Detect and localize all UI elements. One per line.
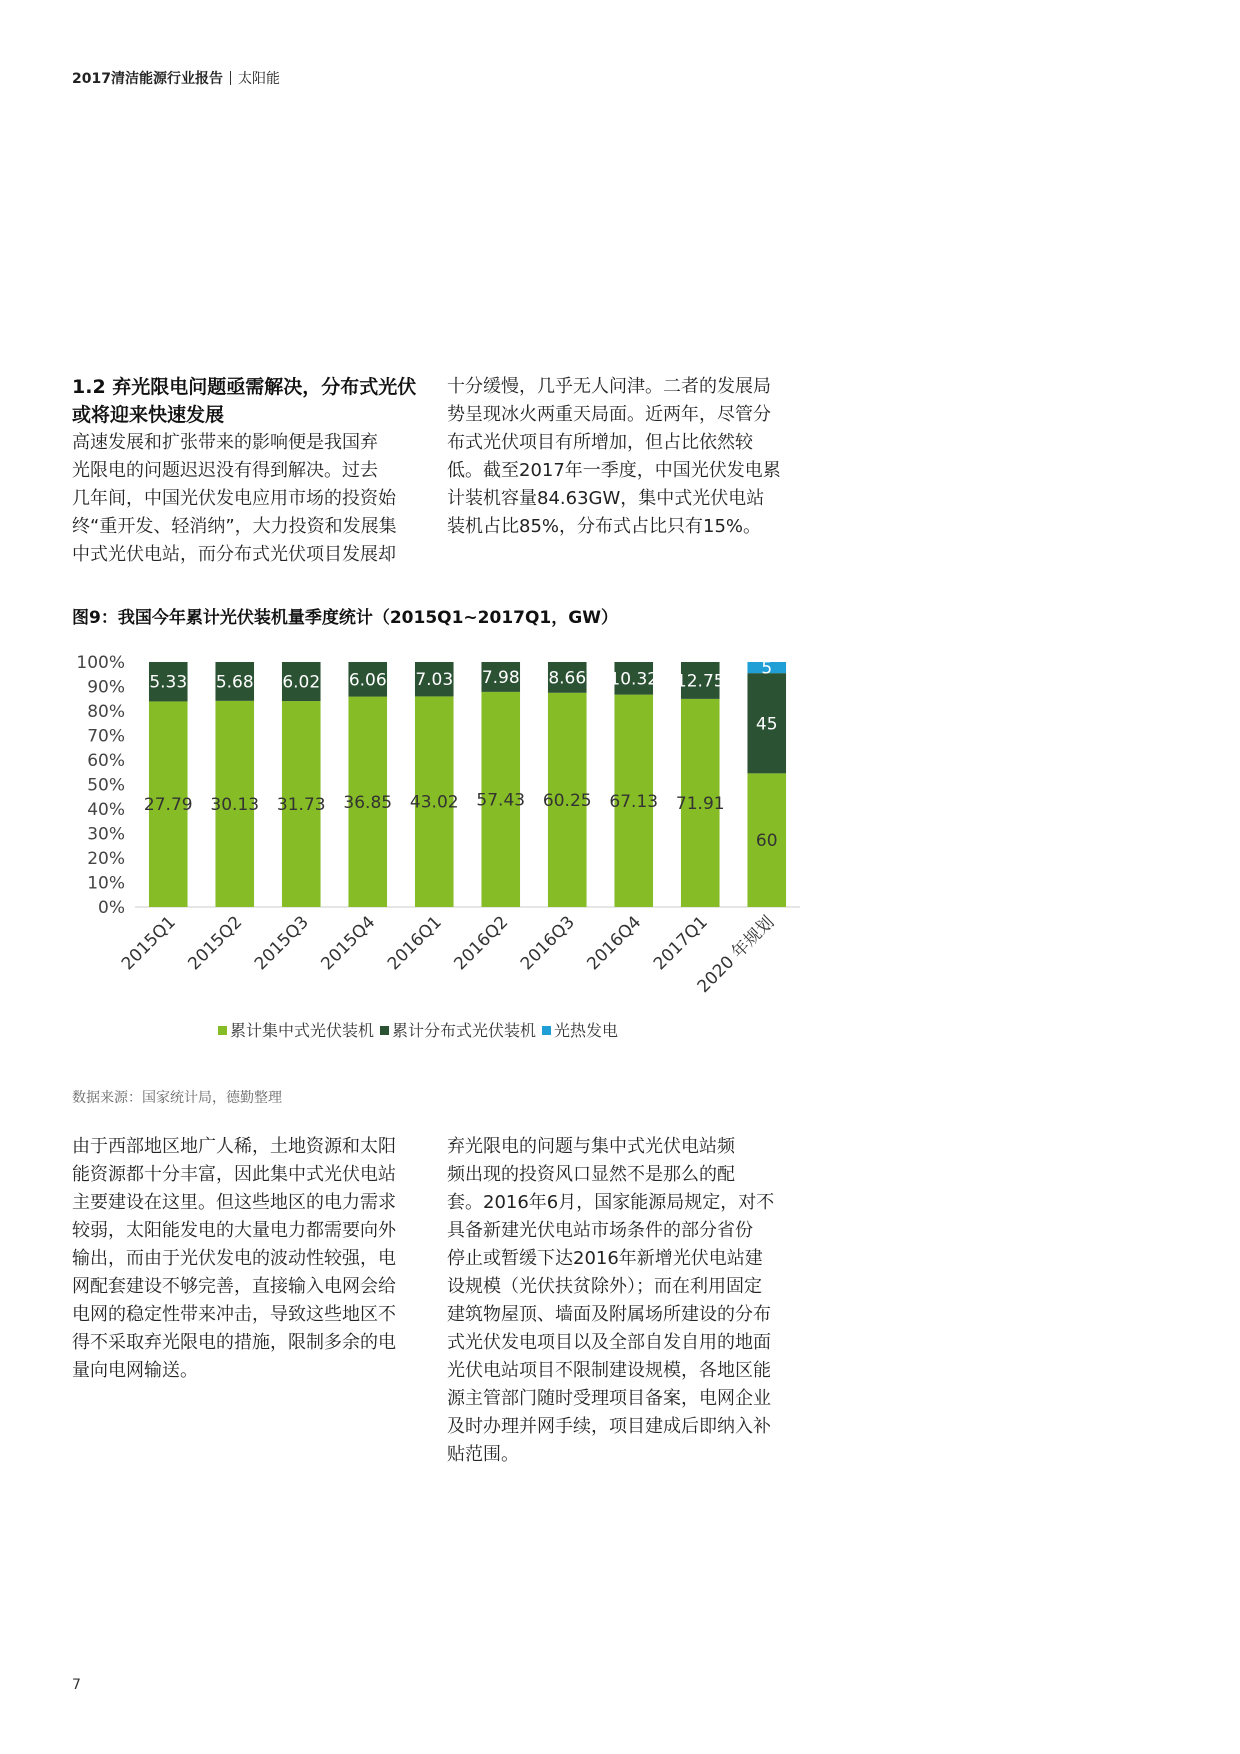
text-line: 输出，而由于光伏发电的波动性较强，电 bbox=[72, 1248, 396, 1269]
x-tick-label: 2016Q2 bbox=[450, 912, 513, 975]
y-tick-label: 50% bbox=[87, 775, 125, 796]
legend-label: 光热发电 bbox=[554, 1021, 619, 1040]
text-line: 中式光伏电站，而分布式光伏项目发展却 bbox=[72, 544, 396, 565]
text-line: 能资源都十分丰富，因此集中式光伏电站 bbox=[72, 1164, 396, 1185]
x-tick-label: 2016Q3 bbox=[516, 912, 579, 975]
data-label: 60 bbox=[755, 831, 778, 852]
data-label: 31.73 bbox=[276, 795, 326, 816]
x-tick-label: 2015Q1 bbox=[117, 912, 180, 975]
section-heading: 1.2 弃光限电问题亟需解决，分布式光伏或将迎来快速发展 bbox=[72, 376, 417, 426]
y-tick-label: 10% bbox=[87, 873, 125, 894]
text-line: 建筑物屋顶、墙面及附属场所建设的分布 bbox=[447, 1304, 771, 1325]
y-tick-label: 80% bbox=[87, 702, 125, 722]
y-tick-label: 60% bbox=[87, 751, 125, 771]
text-line: 布式光伏项目有所增加，但占比依然较 bbox=[447, 432, 753, 453]
legend-label: 累计集中式光伏装机 bbox=[230, 1021, 375, 1040]
legend-label: 累计分布式光伏装机 bbox=[392, 1021, 537, 1040]
page-header bbox=[72, 68, 280, 88]
text-line: 几年间，中国光伏发电应用市场的投资始 bbox=[72, 488, 396, 509]
text-line: 具备新建光伏电站市场条件的部分省份 bbox=[447, 1220, 753, 1241]
x-tick-label: 2015Q2 bbox=[184, 912, 247, 975]
y-tick-label: 0% bbox=[98, 898, 125, 918]
text-line: 高速发展和扩张带来的影响便是我国弃 bbox=[72, 432, 378, 453]
text-line: 较弱，太阳能发电的大量电力都需要向外 bbox=[72, 1220, 396, 1241]
text-line: 低。截至2017年一季度，中国光伏发电累 bbox=[447, 460, 781, 481]
text-line: 设规模（光伏扶贫除外）；而在利用固定 bbox=[447, 1276, 762, 1297]
x-tick-label: 2020 年规划 bbox=[693, 912, 779, 998]
text-line: 光限电的问题迟迟没有得到解决。过去 bbox=[72, 460, 378, 481]
data-label: 6.02 bbox=[282, 672, 321, 693]
data-label: 5.68 bbox=[215, 672, 254, 693]
y-tick-label: 20% bbox=[87, 849, 125, 869]
left-column-bottom bbox=[72, 1133, 432, 1385]
data-label: 30.13 bbox=[210, 794, 260, 815]
data-label: 12.75 bbox=[675, 671, 725, 692]
text-line: 终“重开发、轻消纳”，大力投资和发展集 bbox=[72, 516, 397, 537]
report-title: 2017清洁能源行业报告 bbox=[72, 71, 223, 87]
text-line: 由于西部地区地广人稀，土地资源和太阳 bbox=[72, 1136, 396, 1157]
stacked-bar-chart bbox=[60, 650, 820, 1060]
y-tick-label: 70% bbox=[87, 726, 125, 747]
data-label: 60.25 bbox=[542, 790, 592, 811]
text-line: 得不采取弃光限电的措施，限制多余的电 bbox=[72, 1332, 396, 1353]
data-label: 10.32 bbox=[609, 669, 659, 690]
x-tick-label: 2015Q3 bbox=[250, 912, 313, 975]
data-label: 43.02 bbox=[409, 792, 459, 813]
data-label: 57.43 bbox=[476, 790, 526, 811]
legend-swatch bbox=[380, 1026, 389, 1035]
figure-title: 图9：我国今年累计光伏装机量季度统计（2015Q1~2017Q1，GW） bbox=[72, 608, 618, 628]
data-label: 27.79 bbox=[143, 795, 193, 816]
data-label: 7.03 bbox=[415, 670, 454, 691]
text-line: 主要建设在这里。但这些地区的电力需求 bbox=[72, 1192, 396, 1213]
text-line: 网配套建设不够完善，直接输入电网会给 bbox=[72, 1276, 396, 1297]
data-label: 36.85 bbox=[343, 792, 393, 813]
text-line: 源主管部门随时受理项目备案，电网企业 bbox=[447, 1388, 771, 1409]
data-label: 67.13 bbox=[609, 791, 659, 812]
right-column-bottom bbox=[447, 1133, 807, 1469]
text-line: 弃光限电的问题与集中式光伏电站频 bbox=[447, 1136, 735, 1157]
y-tick-label: 90% bbox=[87, 677, 125, 698]
text-line: 停止或暂缓下达2016年新增光伏电站建 bbox=[447, 1248, 763, 1269]
x-tick-label: 2016Q1 bbox=[383, 912, 446, 975]
data-label: 8.66 bbox=[548, 668, 587, 689]
x-tick-label: 2015Q4 bbox=[317, 912, 380, 975]
text-line: 势呈现冰火两重天局面。近两年，尽管分 bbox=[447, 404, 771, 425]
x-tick-label: 2017Q1 bbox=[649, 912, 712, 975]
y-tick-label: 30% bbox=[87, 824, 125, 845]
left-column-top bbox=[72, 373, 422, 569]
text-line: 光伏电站项目不限制建设规模，各地区能 bbox=[447, 1360, 771, 1381]
data-label: 45 bbox=[755, 714, 778, 735]
text-line: 装机占比85%，分布式占比只有15%。 bbox=[447, 516, 762, 537]
text-line: 套。2016年6月，国家能源局规定，对不 bbox=[447, 1192, 775, 1213]
data-label: 7.98 bbox=[481, 667, 520, 688]
data-label: 6.06 bbox=[348, 670, 387, 691]
y-tick-label: 100% bbox=[76, 653, 125, 673]
text-line: 量向电网输送。 bbox=[72, 1360, 198, 1381]
text-line: 及时办理并网手续，项目建成后即纳入补 bbox=[447, 1416, 771, 1437]
page-number: 7 bbox=[72, 1677, 81, 1693]
data-source: 数据来源：国家统计局，德勤整理 bbox=[72, 1090, 282, 1106]
data-label: 71.91 bbox=[675, 793, 725, 814]
report-section: 太阳能 bbox=[237, 71, 280, 87]
text-line: 贴范围。 bbox=[447, 1444, 519, 1465]
text-line: 频出现的投资风口显然不是那么的配 bbox=[447, 1164, 735, 1185]
text-line: 式光伏发电项目以及全部自发自用的地面 bbox=[447, 1332, 771, 1353]
right-column-top bbox=[447, 373, 807, 541]
data-label: 5.33 bbox=[149, 672, 188, 693]
x-tick-label: 2016Q4 bbox=[583, 912, 646, 975]
legend-swatch bbox=[218, 1026, 227, 1035]
data-label: 5 bbox=[761, 658, 773, 679]
y-tick-label: 40% bbox=[87, 800, 125, 820]
text-line: 十分缓慢，几乎无人问津。二者的发展局 bbox=[447, 376, 771, 397]
text-line: 电网的稳定性带来冲击，导致这些地区不 bbox=[72, 1304, 396, 1325]
header-divider bbox=[230, 71, 231, 85]
legend-swatch bbox=[542, 1026, 551, 1035]
text-line: 计装机容量84.63GW，集中式光伏电站 bbox=[447, 488, 765, 509]
